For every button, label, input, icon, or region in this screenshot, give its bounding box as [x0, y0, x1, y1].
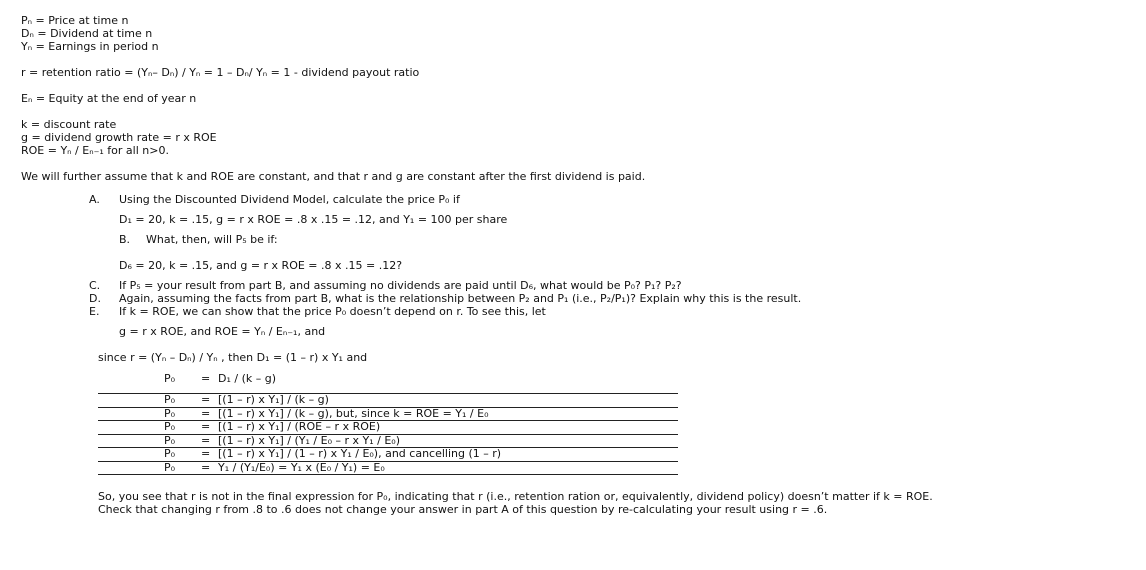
part-a-given: D₁ = 20, k = .15, g = r x ROE = .8 x .15 = .12, and Y₁ = 100 per share — [119, 213, 508, 226]
derivation-first-line — [98, 372, 678, 385]
definition-yn: Yₙ = Earnings in period n — [21, 40, 159, 53]
derivation-lhs: P₀ — [164, 460, 176, 474]
derivation-row — [98, 462, 678, 476]
derivation-rhs: [(1 – r) x Y₁] / (1 – r) x Y₁ / E₀), and cancelling (1 – r) — [218, 447, 502, 460]
definition-roe: ROE = Yₙ / Eₙ₋₁ for all n>0. — [21, 144, 169, 157]
derivation-equals: = — [201, 406, 211, 420]
derivation-equals: = — [201, 393, 211, 406]
part-b-given: D₆ = 20, k = .15, and g = r x ROE = .8 x .15 = .12? — [119, 259, 403, 272]
assumption-text: We will further assume that k and ROE are constant, and that r and g are constant after the first dividend is paid. — [21, 170, 646, 183]
derivation-rhs: [(1 – r) x Y₁] / (ROE – r x ROE) — [218, 420, 381, 433]
definition-dn: Dₙ = Dividend at time n — [21, 27, 153, 40]
conclusion-line1: So, you see that r is not in the final expression for P₀, indicating that r (i.e., retention ration or, equivalently, dividend policy) doesn’t matter if k = ROE. — [98, 490, 933, 503]
definition-pn: Pₙ = Price at time n — [21, 14, 129, 27]
definition-retention-ratio: r = retention ratio = (Yₙ– Dₙ) / Yₙ = 1 – Dₙ/ Yₙ = 1 - dividend payout ratio — [21, 66, 420, 79]
part-c-letter: C. — [89, 279, 101, 292]
derivation-rhs: D₁ / (k – g) — [218, 372, 277, 385]
derivation-lhs: P₀ — [164, 420, 176, 433]
derivation-equals: = — [201, 447, 211, 460]
derivation-row — [98, 394, 678, 408]
derivation-equals: = — [201, 433, 211, 447]
part-a-letter: A. — [89, 193, 100, 206]
conclusion-line2: Check that changing r from .8 to .6 does not change your answer in part A of this question by re-calculating your result using r = .6. — [98, 503, 828, 516]
derivation-row — [98, 421, 678, 435]
derivation-lhs: P₀ — [164, 372, 176, 385]
part-a-text: Using the Discounted Dividend Model, calculate the price P₀ if — [119, 193, 460, 206]
derivation-lhs: P₀ — [164, 393, 176, 406]
definition-k: k = discount rate — [21, 118, 117, 131]
derivation-lhs: P₀ — [164, 447, 176, 460]
part-c-text: If P₅ = your result from part B, and assuming no dividends are paid until D₆, what would be P₀? P₁? P₂? — [119, 279, 682, 292]
part-e-since: since r = (Yₙ – Dₙ) / Yₙ , then D₁ = (1 – r) x Y₁ and — [98, 351, 368, 364]
derivation-equals: = — [201, 372, 211, 385]
part-e-line2: g = r x ROE, and ROE = Yₙ / Eₙ₋₁, and — [119, 325, 326, 338]
derivation-rhs: [(1 – r) x Y₁] / (k – g) — [218, 393, 329, 406]
derivation-row — [98, 408, 678, 422]
part-b-letter: B. — [119, 233, 131, 246]
part-e-text: If k = ROE, we can show that the price P₀ doesn’t depend on r. To see this, let — [119, 305, 546, 318]
derivation-equals: = — [201, 460, 211, 474]
part-d-text: Again, assuming the facts from part B, what is the relationship between P₂ and P₁ (i.e., P₂/P₁)? Explain why this is the result. — [119, 292, 802, 305]
derivation-rhs: Y₁ / (Y₁/E₀) = Y₁ x (E₀ / Y₁) = E₀ — [218, 460, 385, 474]
definition-en: Eₙ = Equity at the end of year n — [21, 92, 197, 105]
derivation-row — [98, 448, 678, 462]
derivation-rhs: [(1 – r) x Y₁] / (Y₁ / E₀ – r x Y₁ / E₀) — [218, 433, 400, 447]
derivation-lhs: P₀ — [164, 433, 176, 447]
part-e-letter: E. — [89, 305, 100, 318]
derivation-equals: = — [201, 420, 211, 433]
derivation-rhs: [(1 – r) x Y₁] / (k – g), but, since k = ROE = Y₁ / E₀ — [218, 406, 489, 420]
part-b-text: What, then, will P₅ be if: — [146, 233, 278, 246]
definition-g: g = dividend growth rate = r x ROE — [21, 131, 217, 144]
derivation-row — [98, 435, 678, 449]
derivation-table — [98, 393, 678, 475]
part-d-letter: D. — [89, 292, 101, 305]
derivation-lhs: P₀ — [164, 406, 176, 420]
